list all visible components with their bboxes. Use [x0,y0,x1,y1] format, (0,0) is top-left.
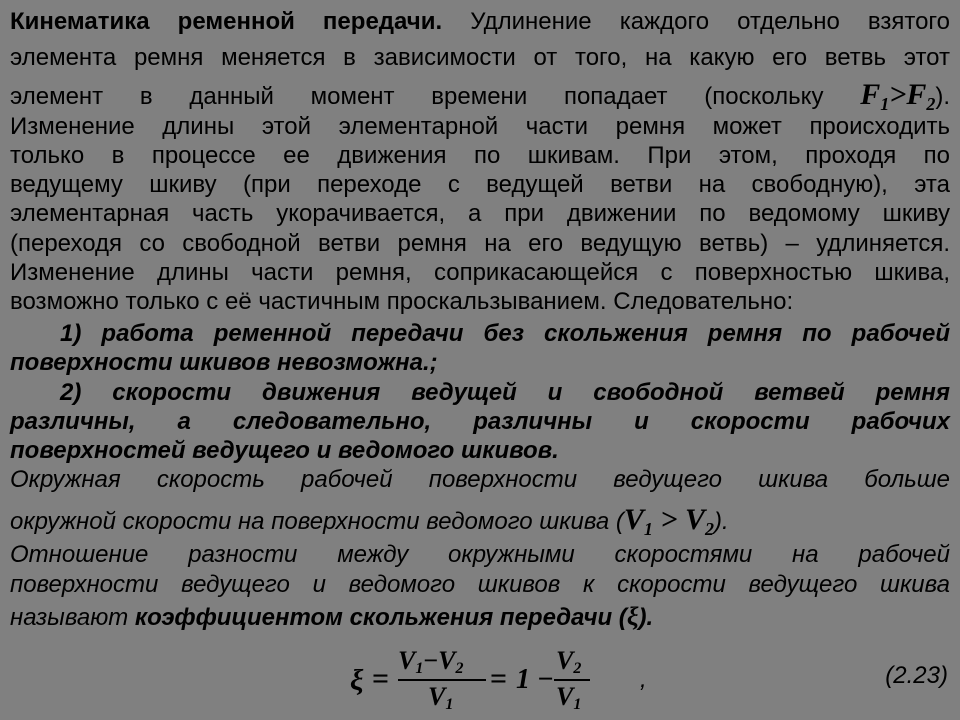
conclusion-2-line-1: 2) скорости движения ведущей и свободной ветвей ремня [60,379,950,406]
paragraph-4-line-3-text: называют [10,604,129,631]
denominator-v: V [428,682,446,711]
conclusion-2-line-3: поверхностей ведущего и ведомого шкивов. [10,437,559,464]
formula-numerator [398,646,464,678]
paragraph-2-line: Изменение длины этой элементарной части ремня может происходить [10,113,950,140]
subscript-2: 2 [705,519,715,539]
subscript-1: 1 [643,519,653,539]
symbol-v1: V [623,503,644,536]
formula-numerator-2 [556,646,581,678]
paragraph-2-line: (переходя со свободной ветви ремня на его ведущую ветвь) – удлиняется. [10,230,950,257]
conclusion-1-line-1: 1) работа ременной передачи без скольжения ремня по рабочей [60,320,950,347]
conclusion-1-line-2: поверхности шкивов невозможна.; [10,349,438,376]
paragraph-4-line-2: поверхности ведущего и ведомого шкивов к скорости ведущего шкива [10,571,950,598]
slip-coefficient-term: коэффициентом скольжения передачи ( [134,604,627,631]
formula-one-minus: 1 − [516,664,554,695]
numerator-v1: V [398,646,416,675]
formula-comma: , [640,666,647,693]
slide-heading: Кинематика ременной передачи. [10,8,443,35]
numerator-v2: V [438,646,456,675]
slip-coefficient-formula [350,646,600,716]
paragraph-3-line-2-text: окружной скорости на поверхности ведомого шкива ( [10,508,624,535]
numerator-minus: − [423,646,439,675]
symbol-v2: V [685,503,706,536]
paragraph-4-line-3 [10,602,950,632]
paragraph-4-line-1: Отношение разности между окружными скоростями на рабочей [10,541,950,568]
denominator-sub: 1 [445,696,454,713]
formula-equals-2: = [490,662,508,695]
formula-equals-1: = [372,662,390,695]
closing-paren: ). [714,508,729,535]
closing-paren: ). [935,83,950,110]
paragraph-2-line: элементарная часть укорачивается, а при движении по ведомому шкиву [10,200,950,227]
paragraph-1-line-2: элемента ремня меняется в зависимости от того, на какую его ветвь этот [10,44,950,71]
fraction-bar-2 [554,679,590,681]
numerator-sub-1: 1 [415,660,424,677]
formula-denominator [428,682,453,714]
equation-number: (2.23) [885,662,948,689]
force-inequality [860,78,950,114]
paragraph-1-text: Удлинение каждого отдельно взятого [470,8,951,35]
fraction-bar-1 [398,679,486,681]
conclusion-2-line-2: различны, а следовательно, различны и скорости рабочих [10,408,950,435]
paragraph-2-line: только в процессе ее движения по шкивам. При этом, проходя по [10,142,950,169]
symbol-f1: F [860,78,881,111]
denominator-2-sub: 1 [573,696,582,713]
paragraph-1-line-3-text: элемент в данный момент времени попадает (поскольку [10,83,824,110]
paragraph-1-line-3 [10,78,950,115]
denominator-2-v: V [556,682,574,711]
paragraph-3-line-2 [10,503,950,540]
formula-denominator-2 [556,682,581,714]
paragraph-2-line: Изменение длины части ремня, соприкасающейся с поверхностью шкива, [10,259,950,286]
numerator-sub-2: 2 [455,660,464,677]
closing-paren: ). [638,604,654,631]
paragraph-3-line-1: Окружная скорость рабочей поверхности ведущего шкива больше [10,466,950,493]
paragraph-2-line: ведущему шкиву (при переходе с ведущей ветви на свободную), эта [10,171,950,198]
numerator-2-v: V [556,646,574,675]
paragraph-2-line: возможно только с её частичным проскальзыванием. Следовательно: [10,288,794,315]
subscript-1: 1 [880,94,890,114]
formula-xi: ξ [350,664,364,697]
paragraph-1-line-1 [10,8,950,36]
numerator-2-sub: 2 [573,660,582,677]
greater-than: > [889,78,907,111]
greater-than: > [652,503,686,536]
subscript-2: 2 [926,94,936,114]
symbol-f2: F [906,78,927,111]
xi-symbol: ξ [626,602,639,631]
